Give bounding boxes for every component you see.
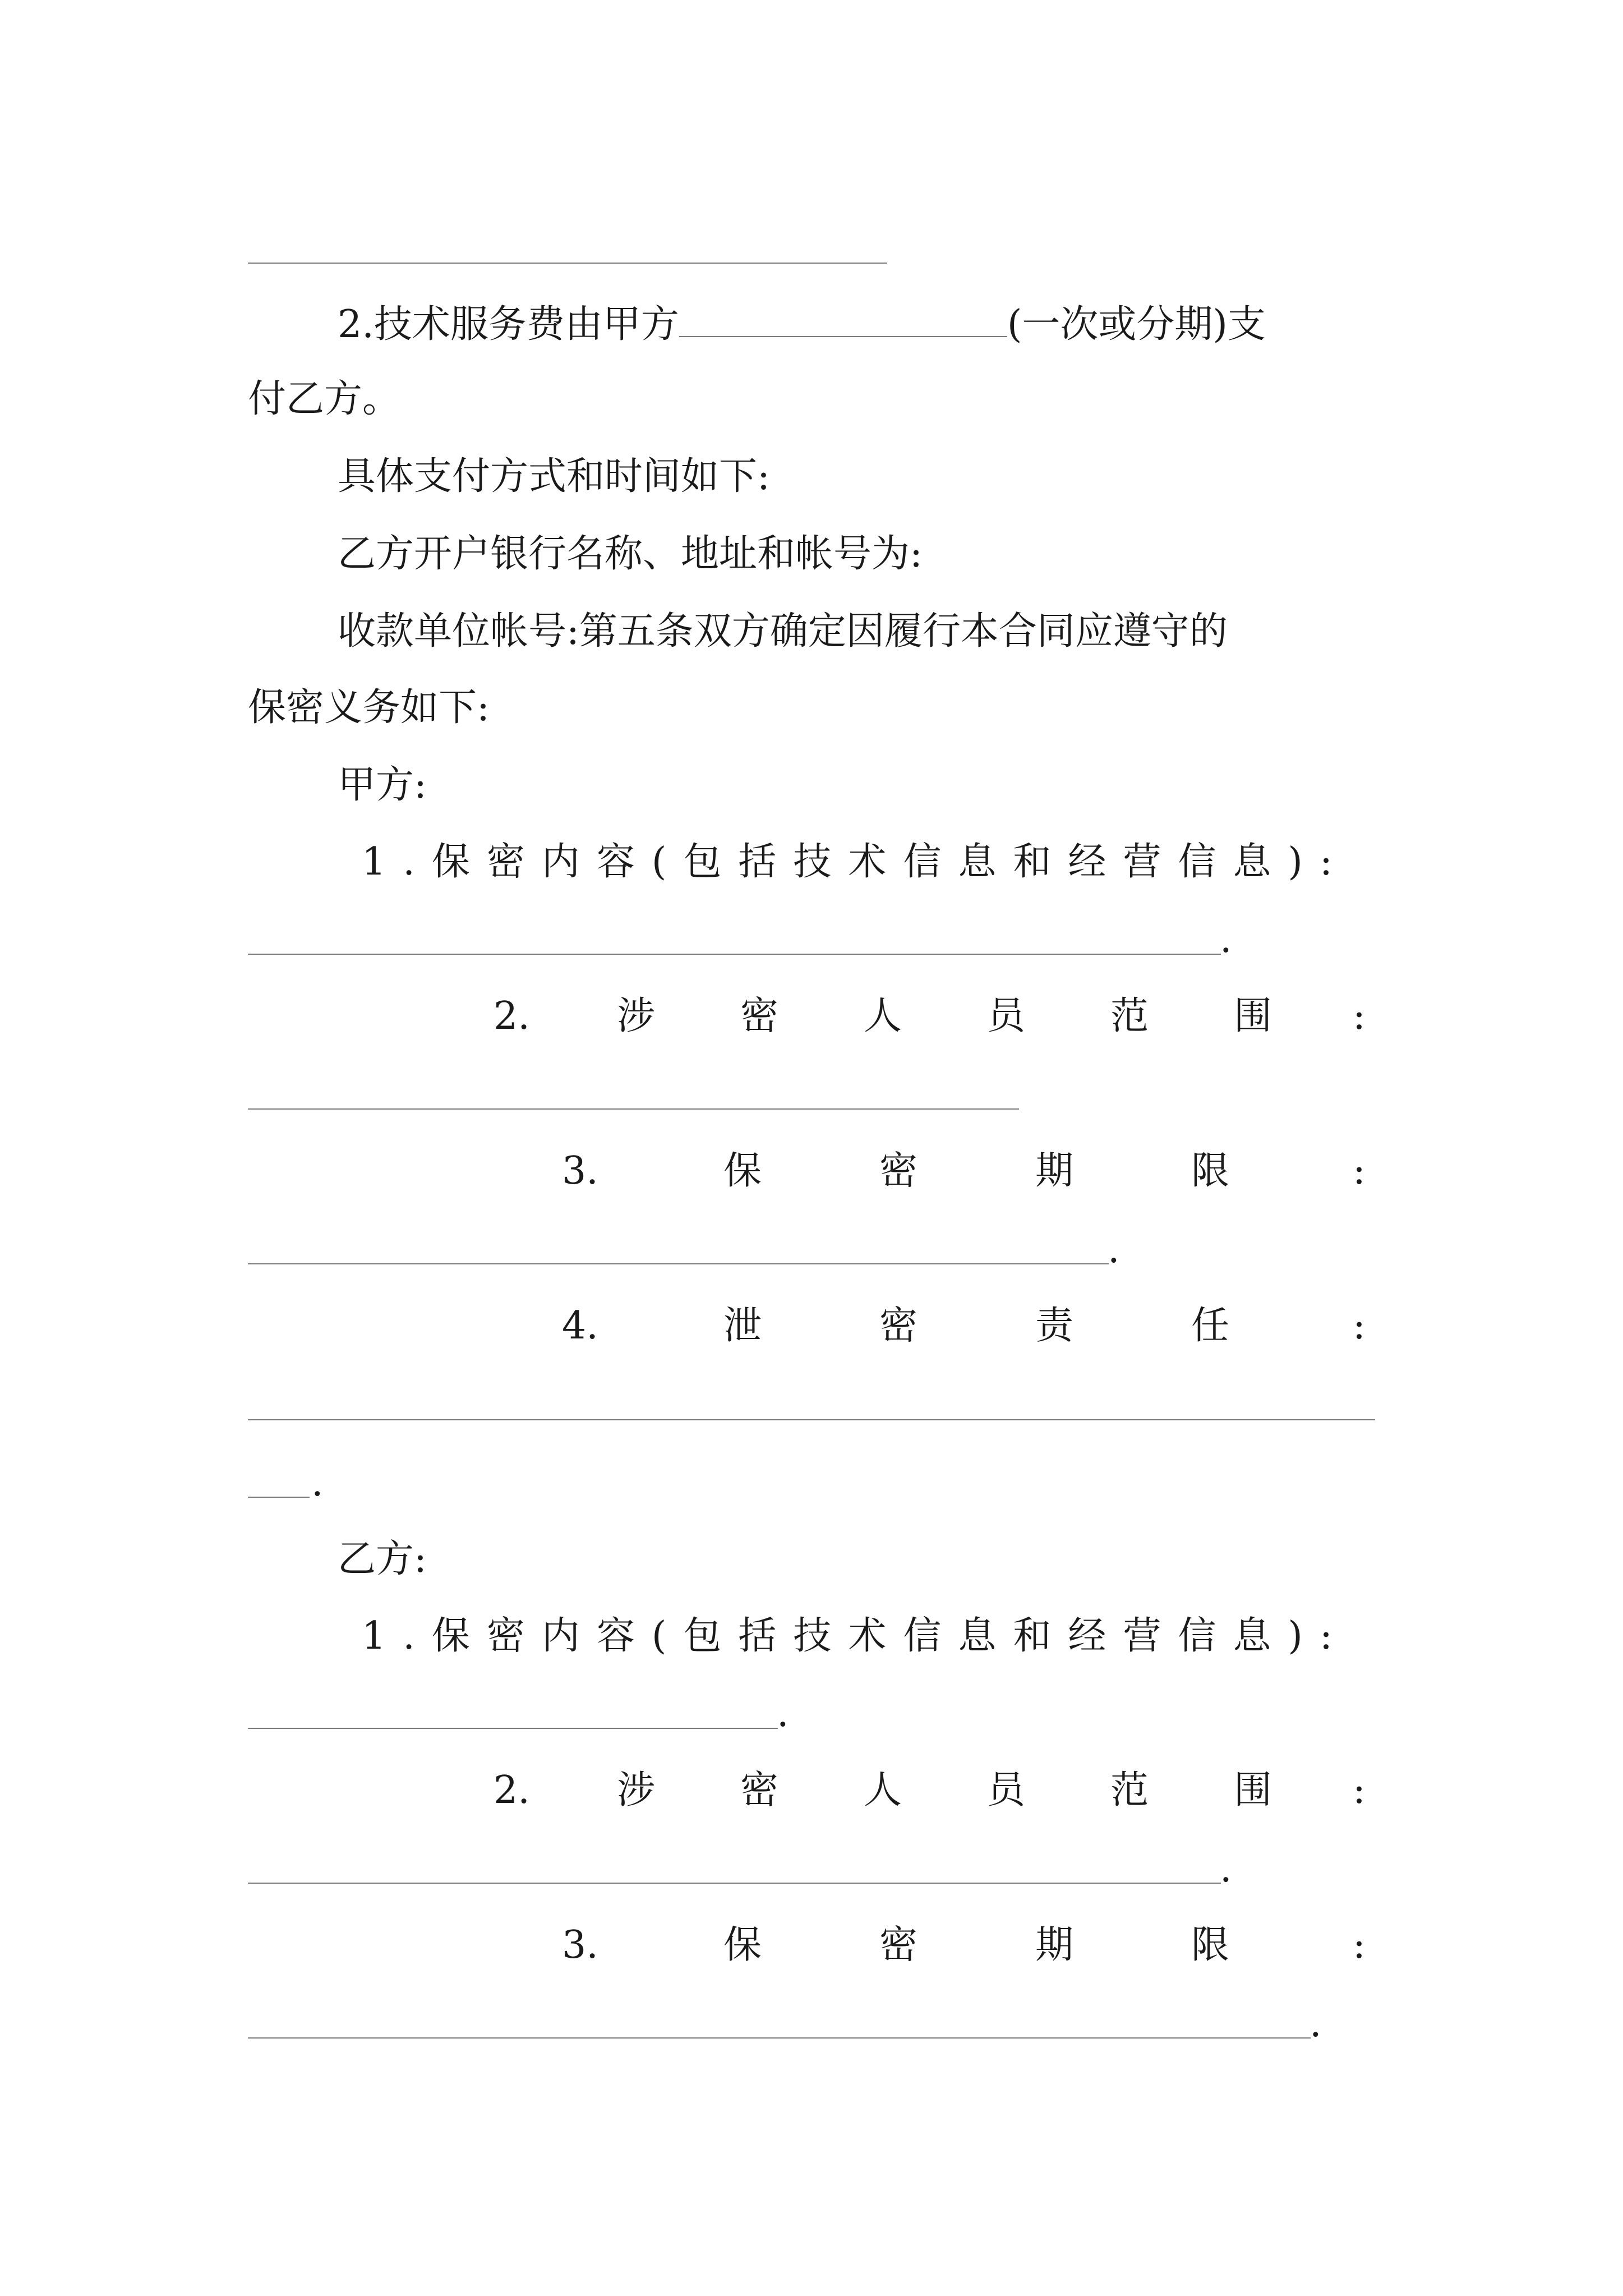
term-char: 期: [1035, 1149, 1074, 1193]
party-a-term-line: [248, 1149, 1370, 1194]
party-a-liability-blank: [248, 1419, 1375, 1420]
party-a-liability-blank-2: [248, 1497, 310, 1498]
party-a-content-line: 1.保密内容(包括技术信息和经营信息):: [362, 840, 1349, 884]
scope-char: 密: [740, 1768, 779, 1812]
scope-char: 员: [987, 994, 1026, 1038]
term-char: 限: [1191, 1149, 1230, 1193]
party-b-content-line: 1.保密内容(包括技术信息和经营信息):: [362, 1614, 1349, 1658]
party-a-term-period: .: [1108, 1227, 1120, 1272]
blank-line-top: [248, 263, 887, 264]
payment-method-line: 具体支付方式和时间如下:: [338, 454, 770, 499]
party-a-content-blank: [248, 954, 1221, 955]
scope-char: 人: [864, 994, 902, 1038]
scope-char: 涉: [617, 1768, 656, 1812]
liability-char: 泄: [723, 1304, 762, 1348]
liability-num: 4.: [562, 1304, 598, 1348]
party-a-scope-blank: [248, 1108, 1019, 1110]
party-a-heading: 甲方:: [338, 763, 427, 807]
party-b-term-line: [248, 1923, 1370, 1968]
liability-colon: :: [1353, 1304, 1366, 1348]
party-a-content-period: .: [1220, 917, 1232, 961]
term-char: 密: [879, 1923, 918, 1967]
party-a-term-blank: [248, 1263, 1109, 1264]
party-b-content-period: .: [777, 1691, 789, 1736]
scope-num: 2.: [494, 1768, 530, 1812]
confidentiality-intro-line: 保密义务如下:: [248, 685, 490, 730]
party-b-scope-line: [248, 1768, 1370, 1813]
fee-payment-line-2: 付乙方。: [248, 377, 401, 421]
term-char: 保: [723, 1149, 762, 1193]
party-b-scope-blank: [248, 1883, 1221, 1884]
bank-info-line: 乙方开户银行名称、地址和帐号为:: [338, 532, 923, 576]
term-char: 密: [879, 1149, 918, 1193]
scope-char: 范: [1110, 994, 1149, 1038]
party-b-heading: 乙方:: [338, 1537, 427, 1581]
scope-char: 员: [987, 1768, 1026, 1812]
term-char: 期: [1035, 1923, 1074, 1967]
fee-text-end: (一次或分期)支: [1007, 302, 1266, 347]
term-colon: :: [1353, 1923, 1366, 1967]
account-line: 收款单位帐号:第五条双方确定因履行本合同应遵守的: [338, 609, 1228, 654]
party-a-liability-period: .: [311, 1461, 324, 1505]
term-char: 限: [1191, 1923, 1230, 1967]
party-b-term-blank: [248, 2037, 1311, 2039]
fee-payment-line: [338, 300, 1266, 347]
party-a-scope-line: [248, 994, 1370, 1039]
scope-char: 密: [740, 994, 779, 1038]
party-a-liability-line: [248, 1304, 1370, 1349]
party-b-term-period: .: [1310, 2001, 1322, 2046]
scope-char: 围: [1234, 1768, 1272, 1812]
term-num: 3.: [562, 1149, 598, 1193]
liability-char: 责: [1035, 1304, 1074, 1348]
scope-char: 范: [1110, 1768, 1149, 1812]
term-char: 保: [723, 1923, 762, 1967]
scope-colon: :: [1353, 994, 1366, 1038]
term-colon: :: [1353, 1149, 1366, 1193]
scope-num: 2.: [494, 994, 530, 1038]
scope-colon: :: [1353, 1768, 1366, 1812]
party-b-scope-period: .: [1220, 1847, 1232, 1891]
fee-text: 2.技术服务费由甲方: [338, 302, 679, 347]
term-num: 3.: [562, 1923, 598, 1967]
scope-char: 围: [1234, 994, 1272, 1038]
liability-char: 密: [879, 1304, 918, 1348]
liability-char: 任: [1191, 1304, 1230, 1348]
party-b-content-blank: [248, 1728, 778, 1729]
scope-char: 涉: [617, 994, 656, 1038]
fee-blank: [679, 300, 1007, 337]
scope-char: 人: [864, 1768, 902, 1812]
